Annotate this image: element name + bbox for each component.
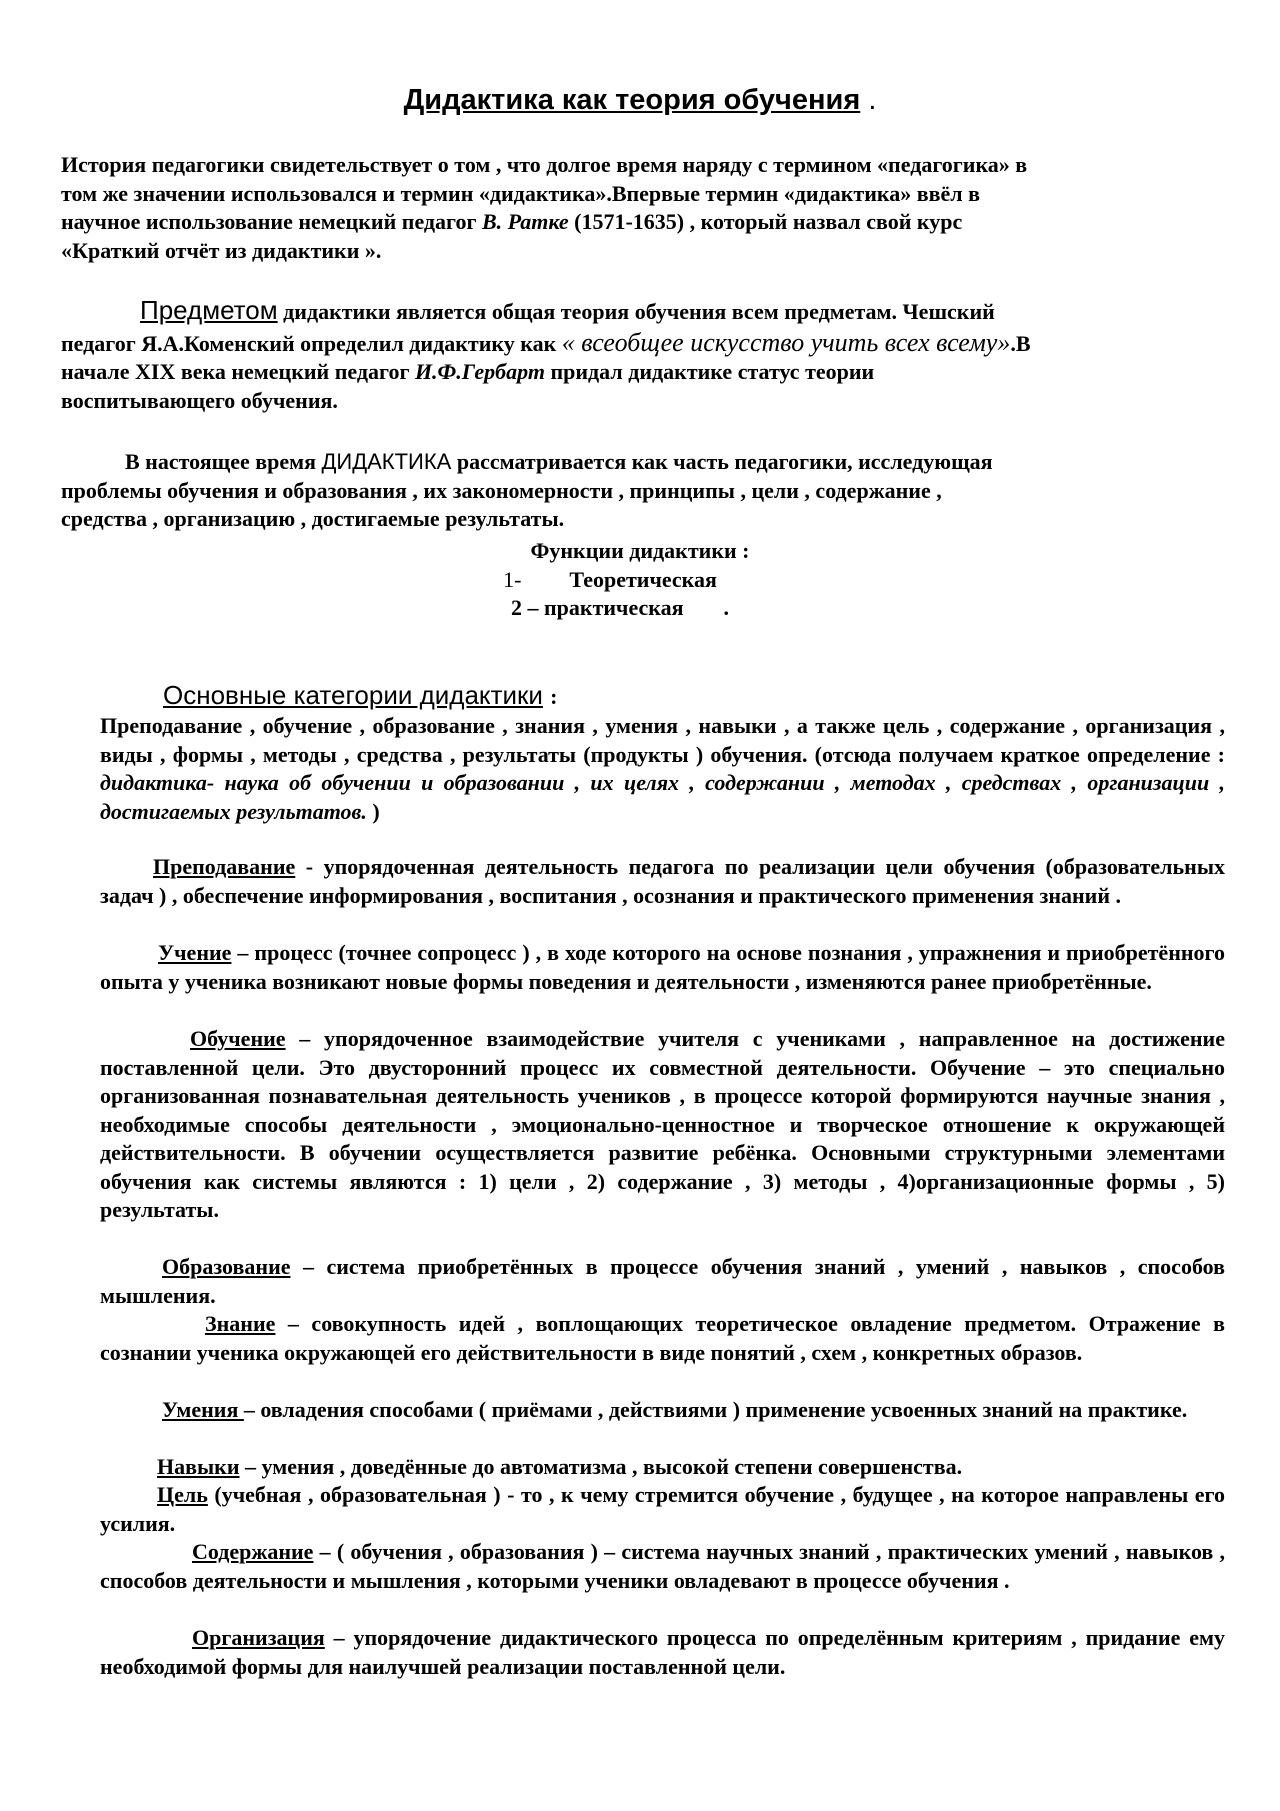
herbart-name: И.Ф.Гербарт <box>414 359 545 384</box>
intro-line: «Краткий отчёт из дидактики ». <box>61 237 382 263</box>
komensky-quote: « всеобщее искусство учить всех всему» <box>561 327 1011 357</box>
definition-term: Знание <box>205 1311 276 1336</box>
function-item-1: 1- Теоретическая <box>503 567 717 592</box>
definition-education-process: Обучение – упорядоченное взаимодействие учителя с учениками , направленное на достижение поставленной цели. Это двусторонний процесс их совместной деятельности. Обучение – это специально организованная познавательная деятельность учеников , в процессе которой формируются научные знания , необходимые способы деятельности , эмоционально-ценностное и творческое отношение к окружающей действительности. В обучении осуществляется развитие ребёнка. Основными структурными элементами обучения как системы являются : 1) цели , 2) содержание , 3) методы , 4)организационные формы , 5) результаты. <box>100 1026 1225 1222</box>
intro-paragraph <box>61 151 1221 265</box>
definition-term: Обучение <box>190 1026 286 1051</box>
definition-term: Образование <box>162 1254 291 1279</box>
predmet-line: педагог Я.А.Коменский определил дидактику как « всеобщее искусство учить всех всему».В <box>61 327 1031 357</box>
definition-organization: Организация – упорядочение дидактического процесса по определённым критериям , придание ему необходимой формы для наилучшей реализации поставленной цели. <box>100 1625 1225 1679</box>
definition-habits: Навыки – умения , доведённые до автоматизма , высокой степени совершенства. <box>157 1454 963 1479</box>
title-suffix: . <box>868 84 877 116</box>
definition-term: Навыки <box>157 1454 240 1479</box>
current-line: В настоящее время ДИДАКТИКА рассматривается как часть педагогики, исследующая <box>125 449 993 474</box>
definition-learning: Учение – процесс (точнее сопроцесс ) , в ходе которого на основе познания , упражнения и приобретённого опыта у ученика возникают новые формы поведения и деятельности , изменяются ранее приобретённые. <box>100 940 1225 994</box>
predmet-line: воспитывающего обучения. <box>61 387 338 413</box>
predmet-paragraph <box>61 296 1221 415</box>
definition-content: Содержание – ( обучения , образования ) – система научных знаний , практических умений , навыков , способов деятельности и мышления , которыми ученики овладевают в процессе обучения . <box>100 1539 1225 1593</box>
ratke-name: В. Ратке <box>481 209 569 234</box>
predmet-line: начале XIX века немецкий педагог И.Ф.Гербарт придал дидактике статус теории <box>61 359 875 384</box>
function-item-2: 2 – практическая . <box>510 595 730 620</box>
definition-education: Образование – система приобретённых в процессе обучения знаний , умений , навыков , способов мышления. <box>100 1254 1225 1308</box>
definition-goal: Цель (учебная , образовательная ) - то , к чему стремится обучение , будущее , на которое направлены его усилия. <box>100 1482 1225 1536</box>
predmet-line: Предметом дидактики является общая теория обучения всем предметам. Чешский <box>140 295 995 325</box>
definition-term: Содержание <box>192 1539 314 1564</box>
page-title <box>0 84 1280 117</box>
definition-term: Учение <box>158 940 232 965</box>
functions-heading: Функции дидактики : <box>530 538 750 563</box>
definition-skills: Умения – овладения способами ( приёмами , действиями ) применение усвоенных знаний на практике. <box>162 1397 1188 1422</box>
definition-term: Цель <box>157 1482 208 1507</box>
predmet-term: Предметом <box>140 295 278 325</box>
short-definition: дидактика- наука об обучении и образовании , их целях , содержании , методах , средствах , организации , достигаемых результатов. <box>100 770 1225 824</box>
title-text: Дидактика как теория обучения <box>403 84 861 116</box>
categories-heading-text: Основные категории дидактики <box>163 680 543 710</box>
definition-term: Преподавание <box>153 854 296 879</box>
definition-term: Умения <box>162 1397 244 1422</box>
intro-line: научное использование немецкий педагог В. Ратке (1571-1635) , который назвал свой курс <box>61 209 963 234</box>
didactics-term: ДИДАКТИКА <box>321 449 452 474</box>
definition-teaching: Преподавание - упорядоченная деятельность педагога по реализации цели обучения (образовательных задач ) , обеспечение информирования , воспитания , осознания и практического применения знаний . <box>100 854 1225 908</box>
categories-list: Преподавание , обучение , образование , знания , умения , навыки , а также цель , содержание , организация , виды , формы , методы , средства , результаты (продукты ) обучения. (отсюда получаем краткое определение : дидактика- наука об обучении и образовании , их целях , содержании , методах , средствах , организации , достигаемых результатов. ) <box>100 713 1225 824</box>
current-line: проблемы обучения и образования , их закономерности , принципы , цели , содержание , <box>61 477 942 503</box>
current-paragraph <box>61 448 1221 534</box>
categories-heading: Основные категории дидактики : <box>163 680 558 710</box>
current-line: средства , организацию , достигаемые результаты. <box>61 506 565 531</box>
intro-line: том же значении использовался и термин «дидактика».Впервые термин «дидактика» ввёл в <box>61 180 980 206</box>
definition-knowledge: Знание – совокупность идей , воплощающих теоретическое овладение предметом. Отражение в сознании ученика окружающей его действительности в виде понятий , схем , конкретных образов. <box>100 1311 1225 1365</box>
intro-line: История педагогики свидетельствует о том , что долгое время наряду с термином «педагогика» в <box>61 152 1028 177</box>
definition-term: Организация <box>192 1625 325 1650</box>
